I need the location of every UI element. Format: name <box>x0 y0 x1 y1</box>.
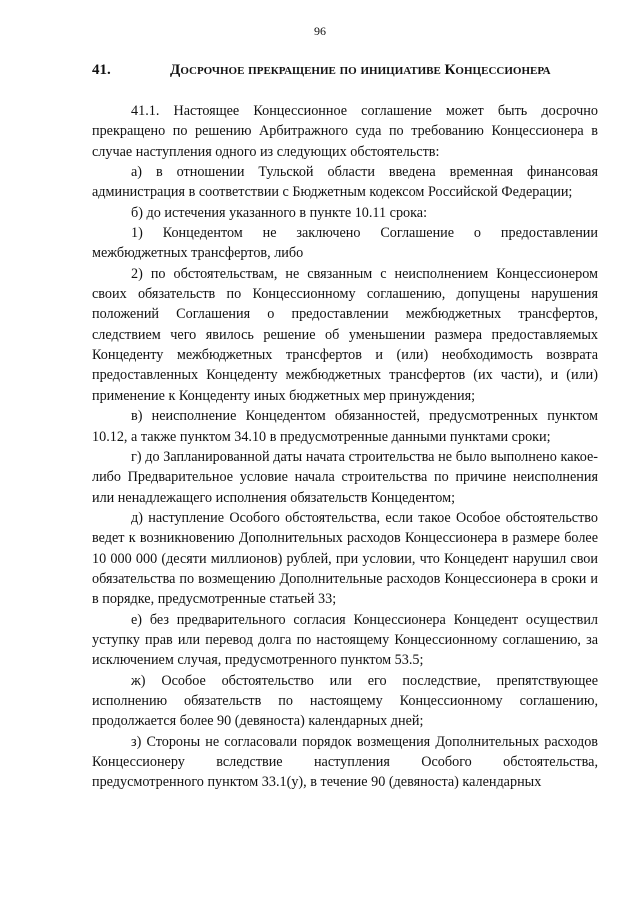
paragraph-item-zh: ж) Особое обстоятельство или его последствие, препятствующее исполнению обязательств по настоящему Концессионному соглашению, продолжается более 90 (девяноста) календарных дней; <box>92 672 598 730</box>
paragraph-item-b: б) до истечения указанного в пункте 10.11 срока: <box>131 204 428 221</box>
paragraph-item-v: в) неисполнение Концедентом обязанностей, предусмотренных пунктом 10.12, а также пунктом 34.10 в предусмотренные данными пунктами сроки; <box>92 408 598 445</box>
section-title: Досрочное прекращение по инициативе Концессионера <box>170 62 551 78</box>
paragraph-item-g: г) до Запланированной даты начата строительства не было выполнено какое-либо Предварительное условие начала строительства по причине неисполнения или ненадлежащего исполнения обязательств Концедентом; <box>92 448 598 506</box>
section-heading <box>92 60 612 80</box>
section-number: 41. <box>92 62 111 78</box>
paragraph-item-z: з) Стороны не согласовали порядок возмещения Дополнительных расходов Концессионеру вследствие наступления Особого обстоятельства, предусмотренного пунктом 33.1(у), в течение 90 (девяноста) календарных <box>92 733 598 791</box>
paragraph-item-e: е) без предварительного согласия Концессионера Концедент осуществил уступку прав или перевод долга по настоящему Концессионному соглашению, за исключением случая, предусмотренного пунктом 53.5; <box>92 611 598 669</box>
paragraph-item-d: д) наступление Особого обстоятельства, если такое Особое обстоятельство ведет к возникновению Дополнительных расходов Концессионера в размере более 10 000 000 (десяти миллионов) рублей, при условии, что Концедент нарушил свои обязательства по возмещению Дополнительные расходов Концессионера в сроки и в порядке, предусмотренные статьей 33; <box>92 509 598 608</box>
page-number: 96 <box>314 24 326 38</box>
paragraph-41-1: 41.1. Настоящее Концессионное соглашение может быть досрочно прекращено по решению Арбитражного суда по требованию Концессионера в случае наступления одного из следующих обстоятельств: <box>92 103 598 160</box>
paragraph-item-b-1: 1) Концедентом не заключено Соглашение о предоставлении межбюджетных трансфертов, либо <box>92 225 598 262</box>
paragraph-item-b-2: 2) по обстоятельствам, не связанным с неисполнением Концессионером своих обязательств по Концессионному соглашению, допущены нарушения положений Соглашения о предоставлении межбюджетных трансфертов, следствием чего явилось решение об уменьшении размера предоставляемых Концеденту межбюджетных трансфертов и (или) необходимость возврата предоставленных Концеденту межбюджетных трансфертов (их части), и (или) применение к Концеденту иных бюджетных мер принуждения; <box>92 265 598 404</box>
paragraph-item-a: а) в отношении Тульской области введена временная финансовая администрация в соответствии с Бюджетным кодексом Российской Федерации; <box>92 164 598 201</box>
section-body <box>92 101 598 793</box>
